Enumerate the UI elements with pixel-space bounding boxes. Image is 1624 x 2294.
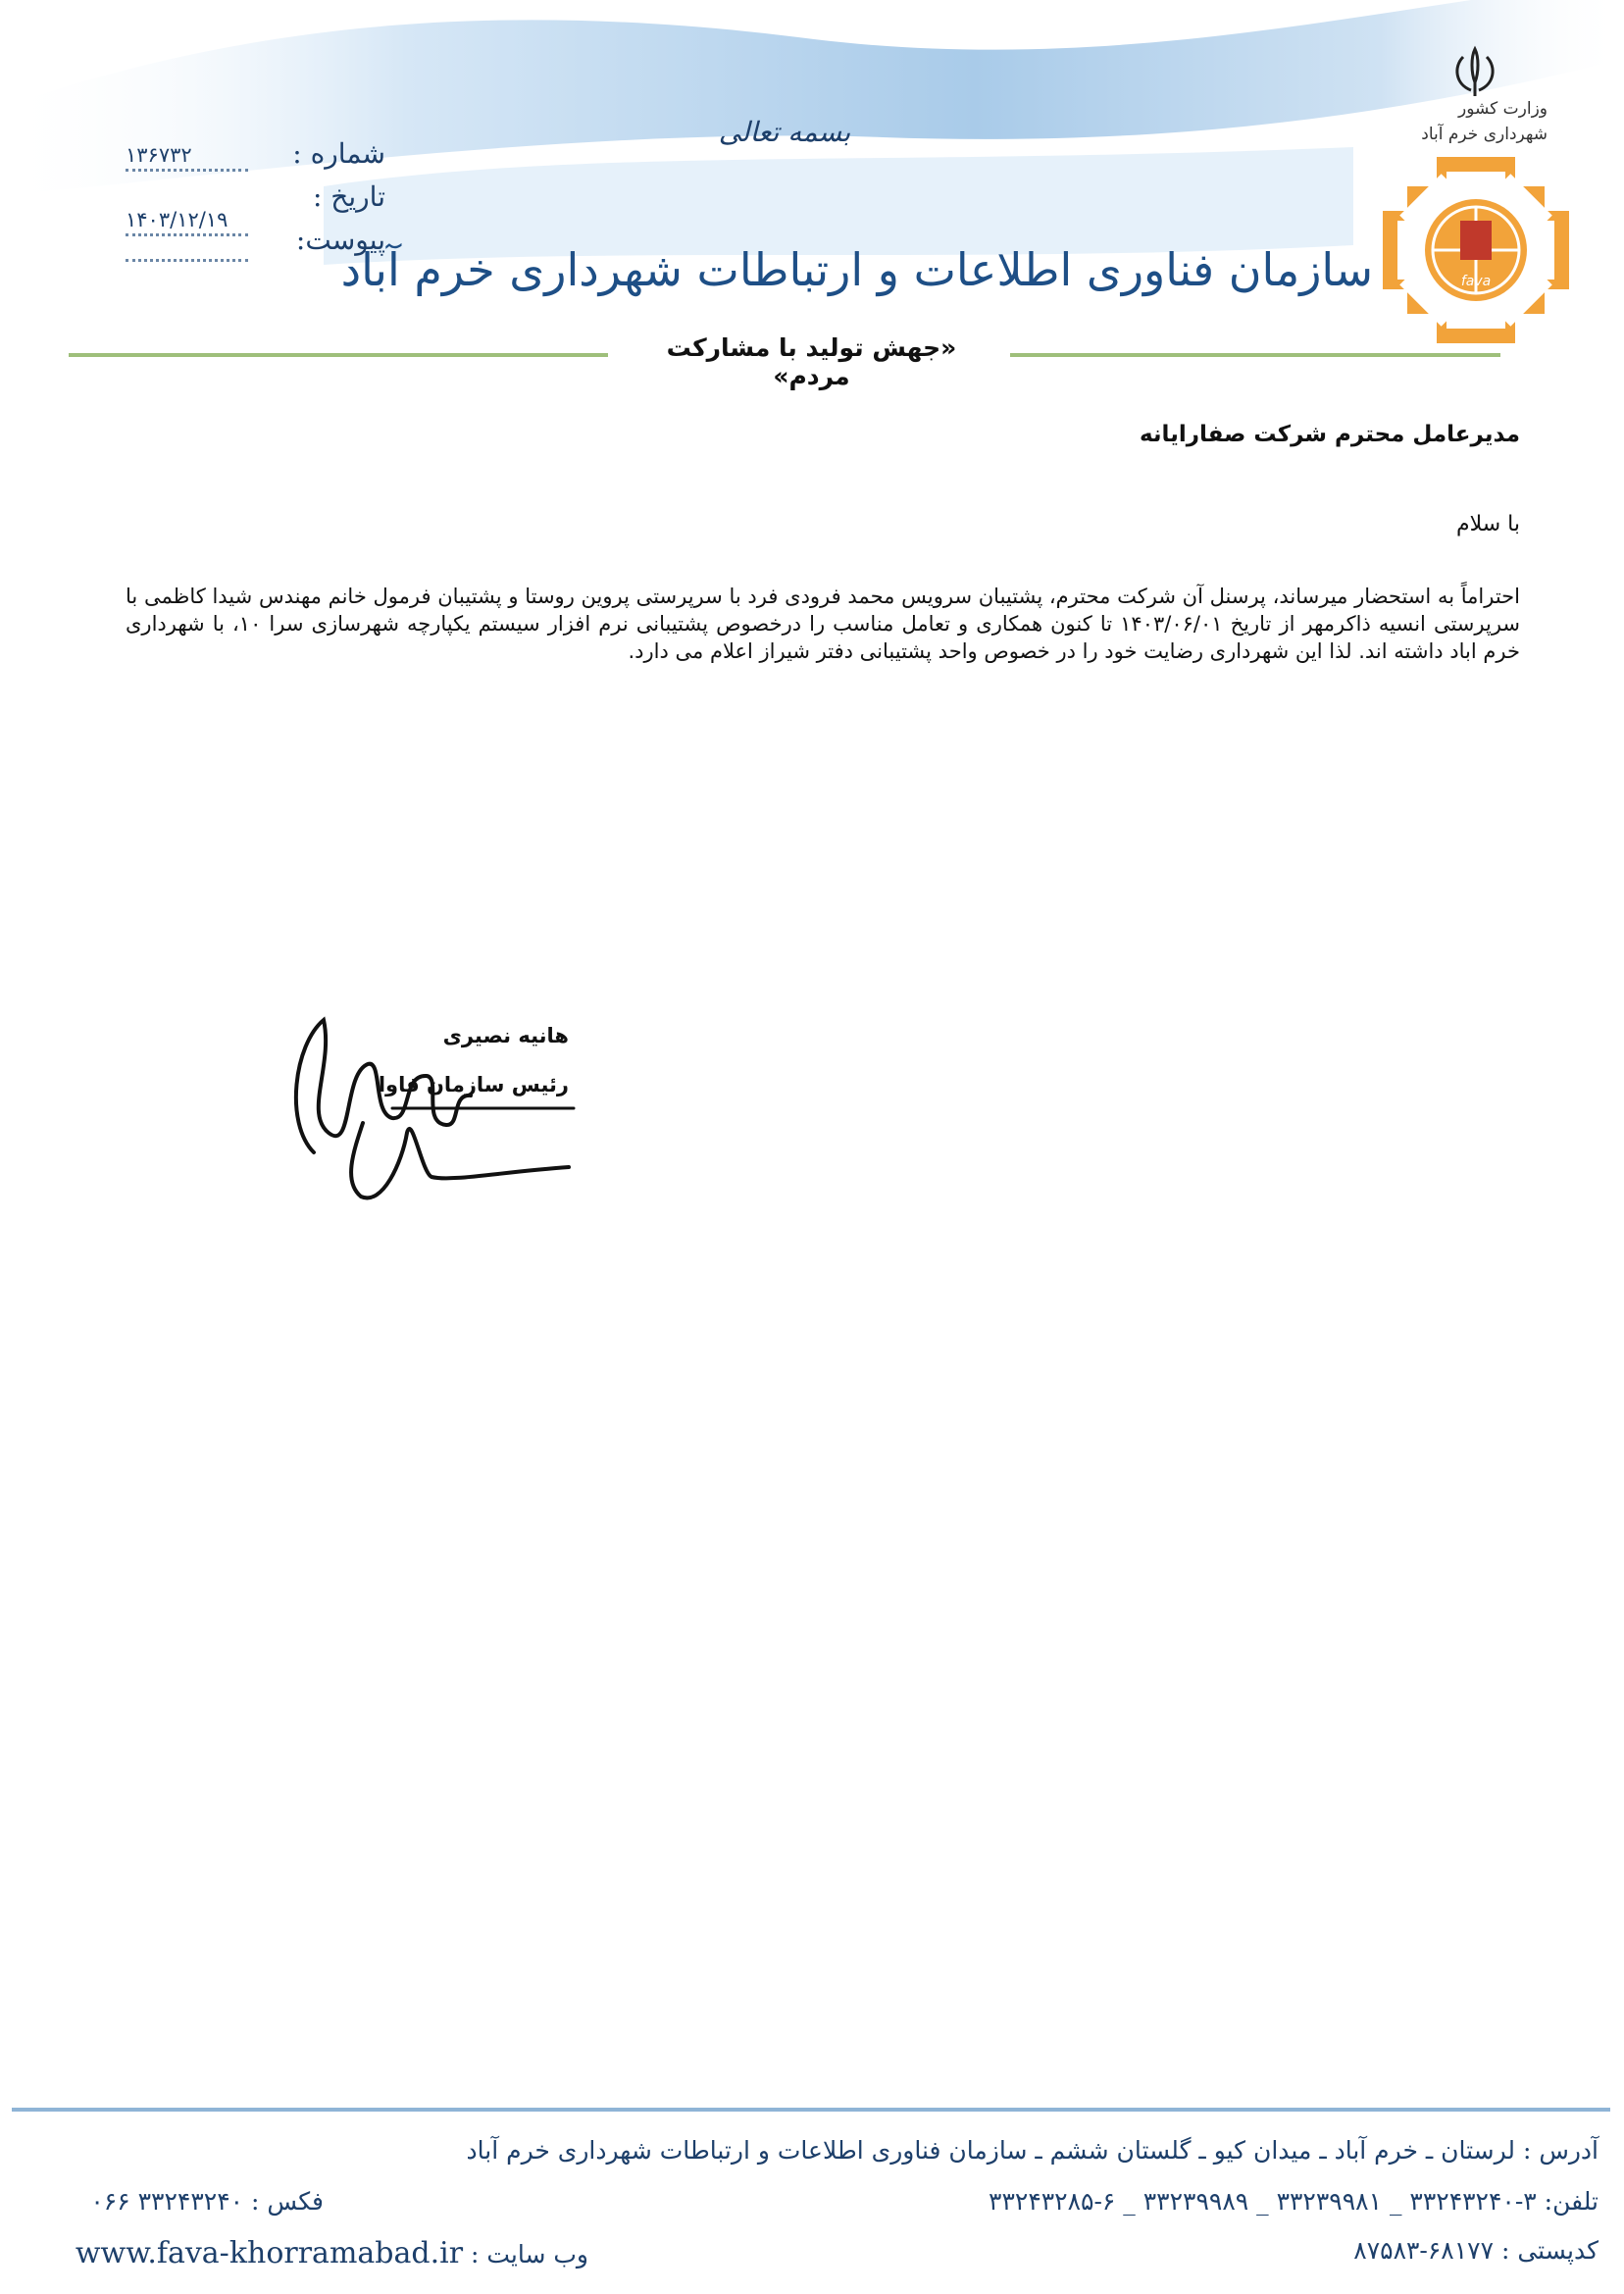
footer-phone: تلفن: ۳-۳۳۲۴۳۲۴۰ _ ۳۳۲۳۹۹۸۱ _ ۳۳۲۳۹۹۸۹ _ ۶-۳۳۲۴۳۲۸۵	[989, 2187, 1599, 2216]
letter-number-value: ۱۳۶۷۳۲	[126, 143, 248, 172]
footer-website-label: وب سایت :	[471, 2240, 588, 2269]
letter-attachment-label: پیوست:	[295, 224, 385, 256]
fava-logo-icon	[1373, 147, 1579, 353]
signatory-title: رئیس سازمان فاوا	[378, 1073, 569, 1096]
letter-attachment-value	[126, 239, 248, 262]
letter-date-value: ۱۴۰۳/۱۲/۱۹	[126, 208, 248, 236]
ministry-line-1: وزارت کشور	[1457, 99, 1548, 119]
letter-number	[126, 137, 385, 177]
footer-postal-code: کدپستی : ۶۸۱۷۷-۸۷۵۸۳	[1353, 2236, 1599, 2265]
letter-date	[126, 180, 385, 231]
letter-number-label: شماره :	[292, 137, 385, 170]
recipient: مدیرعامل محترم شرکت صفارایانه	[1139, 422, 1520, 447]
slogan-divider-right	[1010, 353, 1500, 357]
slogan: «جهش تولید با مشارکت مردم»	[666, 333, 957, 390]
footer-divider	[12, 2108, 1610, 2112]
ministry-line-2: شهرداری خرم آباد	[1421, 125, 1548, 144]
logo-text: fava	[1460, 274, 1492, 289]
letter-date-label: تاریخ :	[312, 180, 385, 213]
footer-website	[39, 2236, 588, 2270]
footer-address: آدرس : لرستان ـ خرم آباد ـ میدان کیو ـ گلستان ششم ـ سازمان فناوری اطلاعات و ارتباطات شهرداری خرم آباد	[466, 2136, 1599, 2165]
footer-fax: فکس : ۳۳۲۴۳۲۴۰ ۰۶۶	[90, 2187, 324, 2216]
slogan-divider-left	[69, 353, 608, 357]
footer-website-url[interactable]: www.fava-khorramabad.ir	[75, 2236, 464, 2270]
greeting: با سلام	[1455, 512, 1520, 536]
signatory-name: هانیه نصیری	[442, 1024, 569, 1047]
bismillah-heading: بسمه تعالی	[718, 116, 851, 148]
iran-emblem-icon	[1446, 43, 1504, 98]
organization-title: سازمان فناوری اطلاعات و ارتباطات شهرداری خرم آباد	[340, 243, 1373, 296]
ministry-label	[1393, 96, 1548, 147]
letter-body-paragraph: احتراماً به استحضار میرساند، پرسنل آن شرکت محترم، پشتیبان سرویس محمد فرودی فرد با سرپرستی پروین روستا و پشتیبان فرمول خانم مهندس شیدا کاظمی با سرپرستی انسیه ذاکرمهر از تاریخ ۱۴۰۳/۰۶/۰۱ تا کنون همکاری و تعامل مناسب را درخصوص پشتیبانی نرم افزار سیستم یکپارچه شهرسازی سرا ۱۰، با شهرداری خرم اباد داشته اند. لذا این شهرداری رضایت خود را در خصوص واحد پشتیبانی دفتر شیراز اعلام می دارد.	[126, 585, 1521, 663]
